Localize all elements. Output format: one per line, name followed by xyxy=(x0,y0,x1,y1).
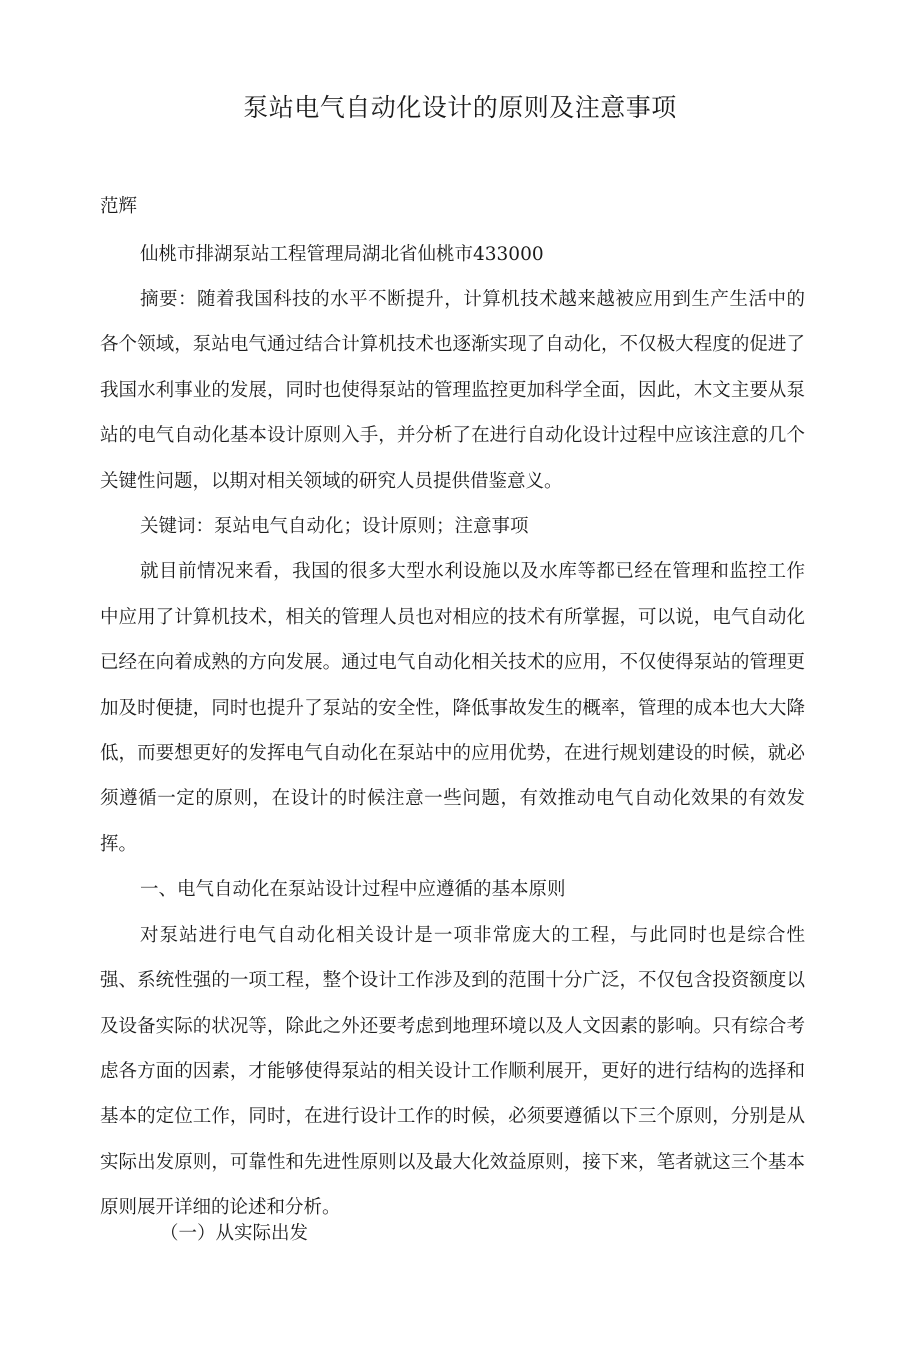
affiliation-line: 仙桃市排湖泵站工程管理局湖北省仙桃市433000 xyxy=(140,244,544,265)
intro-paragraph: 就目前情况来看，我国的很多大型水利设施以及水库等都已经在管理和监控工作中应用了计算机技术，相关的管理人员也对相应的技术有所掌握，可以说，电气自动化已经在向着成熟的方向发展。通过电气自动化相关技术的应用，不仅使得泵站的管理更加及时便捷，同时也提升了泵站的安全性，降低事故发生的概率，管理的成本也大大降低，而要想更好的发挥电气自动化在泵站中的应用优势，在进行规划建设的时候，就必须遵循一定的原则，在设计的时候注意一些问题，有效推动电气自动化效果的有效发挥。 xyxy=(100,561,805,855)
author-name: 范辉 xyxy=(100,196,138,217)
subsection-heading: （一）从实际出发 xyxy=(160,1223,309,1244)
document-title: 泵站电气自动化设计的原则及注意事项 xyxy=(243,93,677,122)
keywords-line: 关键词：泵站电气自动化；设计原则；注意事项 xyxy=(140,516,529,538)
section-heading: 一、电气自动化在泵站设计过程中应遵循的基本原则 xyxy=(140,879,566,901)
section-paragraph: 对泵站进行电气自动化相关设计是一项非常庞大的工程，与此同时也是综合性强、系统性强的一项工程，整个设计工作涉及到的范围十分广泛，不仅包含投资额度以及设备实际的状况等，除此之外还要考虑到地理环境以及人文因素的影响。只有综合考虑各方面的因素，才能够使得泵站的相关设计工作顺利展开，更好的进行结构的选择和基本的定位工作，同时，在进行设计工作的时候，必须要遵循以下三个原则，分别是从实际出发原则，可靠性和先进性原则以及最大化效益原则，接下来，笔者就这三个基本原则展开详细的论述和分析。 xyxy=(100,924,805,1219)
main-text-block xyxy=(100,277,805,1231)
affiliation-block xyxy=(100,232,805,277)
abstract-paragraph: 摘要：随着我国科技的水平不断提升，计算机技术越来越被应用到生产生活中的各个领域，泵站电气通过结合计算机技术也逐渐实现了自动化，不仅极大程度的促进了我国水利事业的发展，同时也使得泵站的管理监控更加科学全面，因此，木文主要从泵站的电气自动化基本设计原则入手，并分析了在进行自动化设计过程中应该注意的几个关键性问题，以期对相关领域的研究人员提供借鉴意义。 xyxy=(100,289,805,492)
